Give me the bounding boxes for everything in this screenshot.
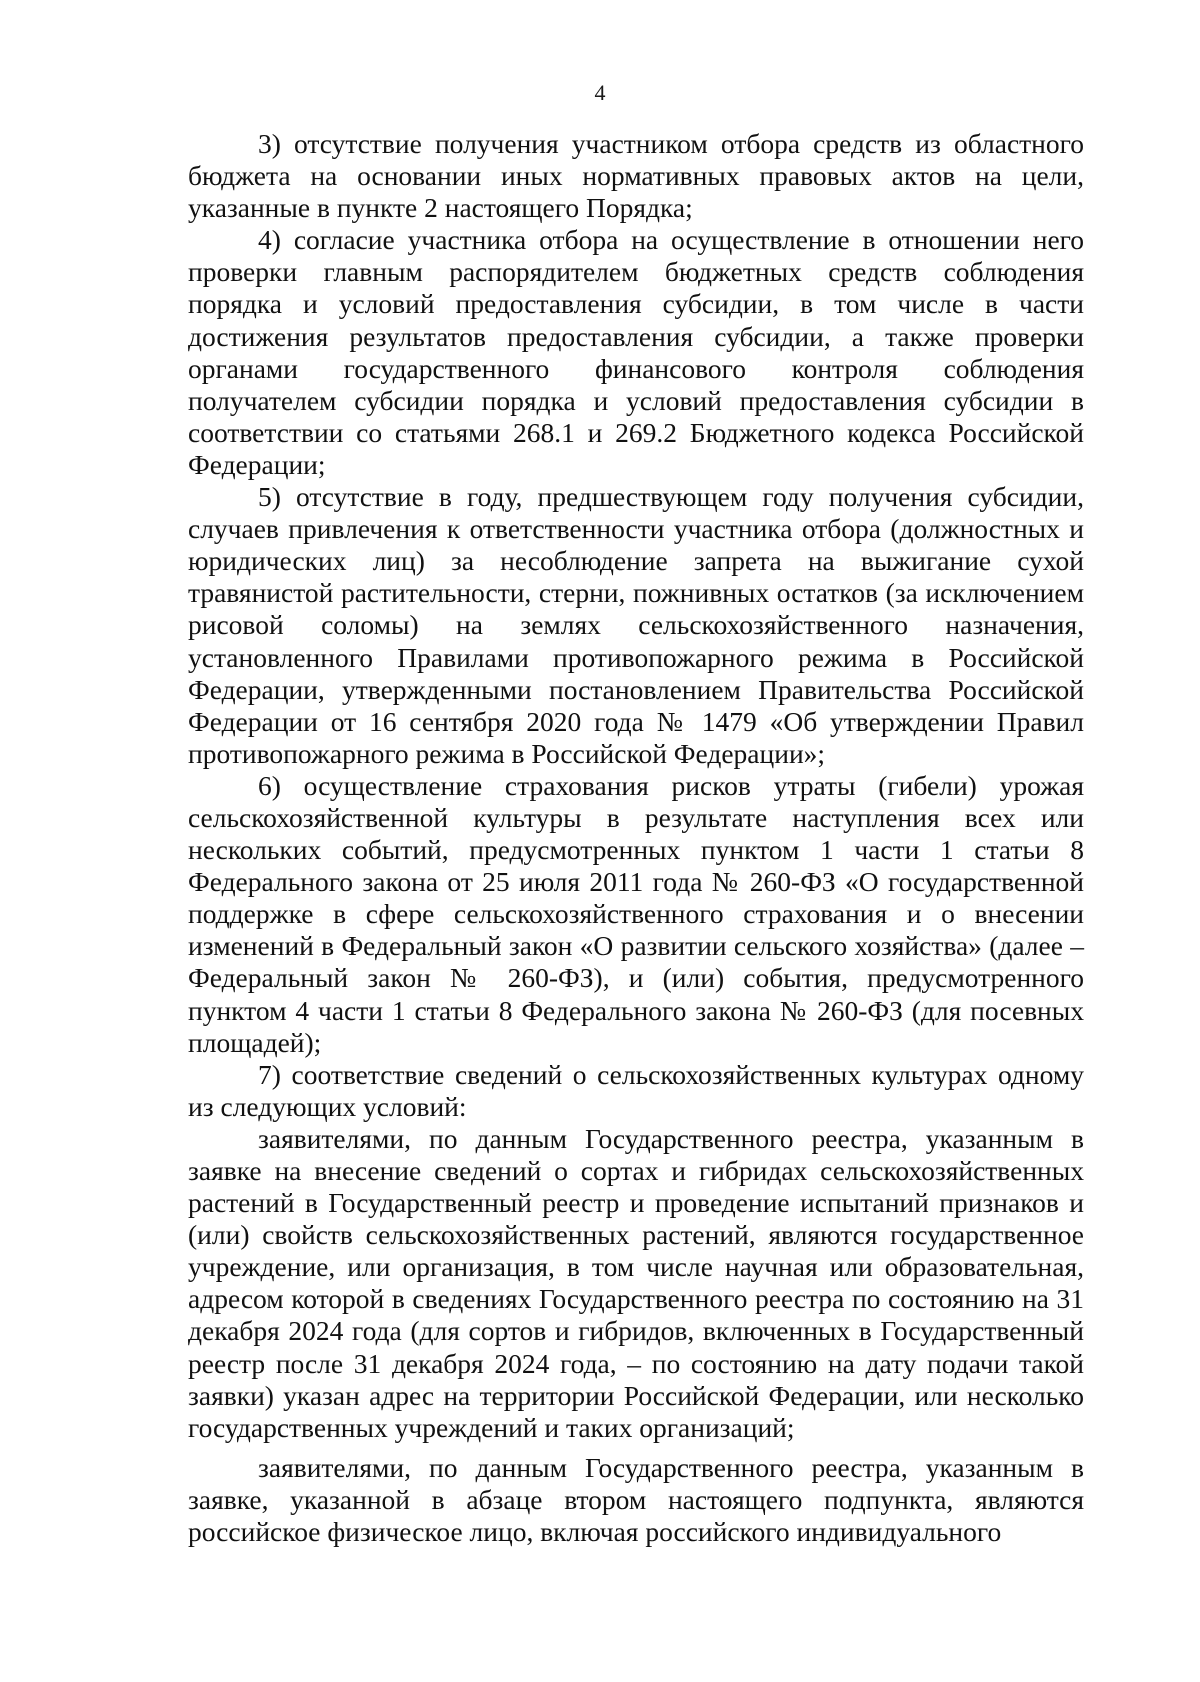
paragraph-item-5: 5) отсутствие в году, предшествующем году получения субсидии, случаев привлечения к ответственности участника отбора (должностных и юридических лиц) за несоблюдение запрета на выжигание сухой травянистой растительности, стерни, пожнивных остатков (за исключением рисовой соломы) на землях сельскохозяйственного назначения, установленного Правилами противопожарного режима в Российской Федерации, утвержденными постановлением Правительства Российской Федерации от 16 сентября 2020 года № 1479 «Об утверждении Правил противопожарного режима в Российской Федерации»; [188,481,1084,769]
paragraph-item-6: 6) осуществление страхования рисков утраты (гибели) урожая сельскохозяйственной культуры в результате наступления всех или нескольких событий, предусмотренных пунктом 1 части 1 статьи 8 Федерального закона от 25 июля 2011 года № 260-ФЗ «О государственной поддержке в сфере сельскохозяйственного страхования и о внесении изменений в Федеральный закон «О развитии сельского хозяйства» (далее – Федеральный закон № 260-ФЗ), и (или) события, предусмотренного пунктом 4 части 1 статьи 8 Федерального закона № 260-ФЗ (для посевных площадей); [188,769,1084,1058]
paragraph-item-4: 4) согласие участника отбора на осуществление в отношении него проверки главным распорядителем бюджетных средств соблюдения порядка и условий предоставления субсидии, в том числе в части достижения результатов предоставления субсидии, а также проверки органами государственного финансового контроля соблюдения получателем субсидии порядка и условий предоставления субсидии в соответствии со статьями 268.1 и 269.2 Бюджетного кодекса Российской Федерации; [188,224,1084,480]
paragraph-item-7: 7) соответствие сведений о сельскохозяйственных культурах одному из следующих условий: [188,1058,1084,1122]
paragraph-condition-2: заявителями, по данным Государственного реестра, указанным в заявке, указанной в абзаце втором настоящего подпункта, являются российское физическое лицо, включая российского индивидуального [188,1451,1084,1548]
document-body [188,128,1084,1548]
paragraph-item-3: 3) отсутствие получения участником отбора средств из областного бюджета на основании иных нормативных правовых актов на цели, указанные в пункте 2 настоящего Порядка; [188,128,1084,224]
page-number: 4 [594,80,606,105]
paragraph-condition-1: заявителями, по данным Государственного реестра, указанным в заявке на внесение сведений о сортах и гибридах сельскохозяйственных растений в Государственный реестр и проведение испытаний признаков и (или) свойств сельскохозяйственных растений, являются государственное учреждение, или организация, в том числе научная или образовательная, адресом которой в сведениях Государственного реестра по состоянию на 31 декабря 2024 года (для сортов и гибридов, включенных в Государственный реестр после 31 декабря 2024 года, – по состоянию на дату подачи такой заявки) указан адрес на территории Российской Федерации, или несколько государственных учреждений и таких организаций; [188,1122,1084,1443]
